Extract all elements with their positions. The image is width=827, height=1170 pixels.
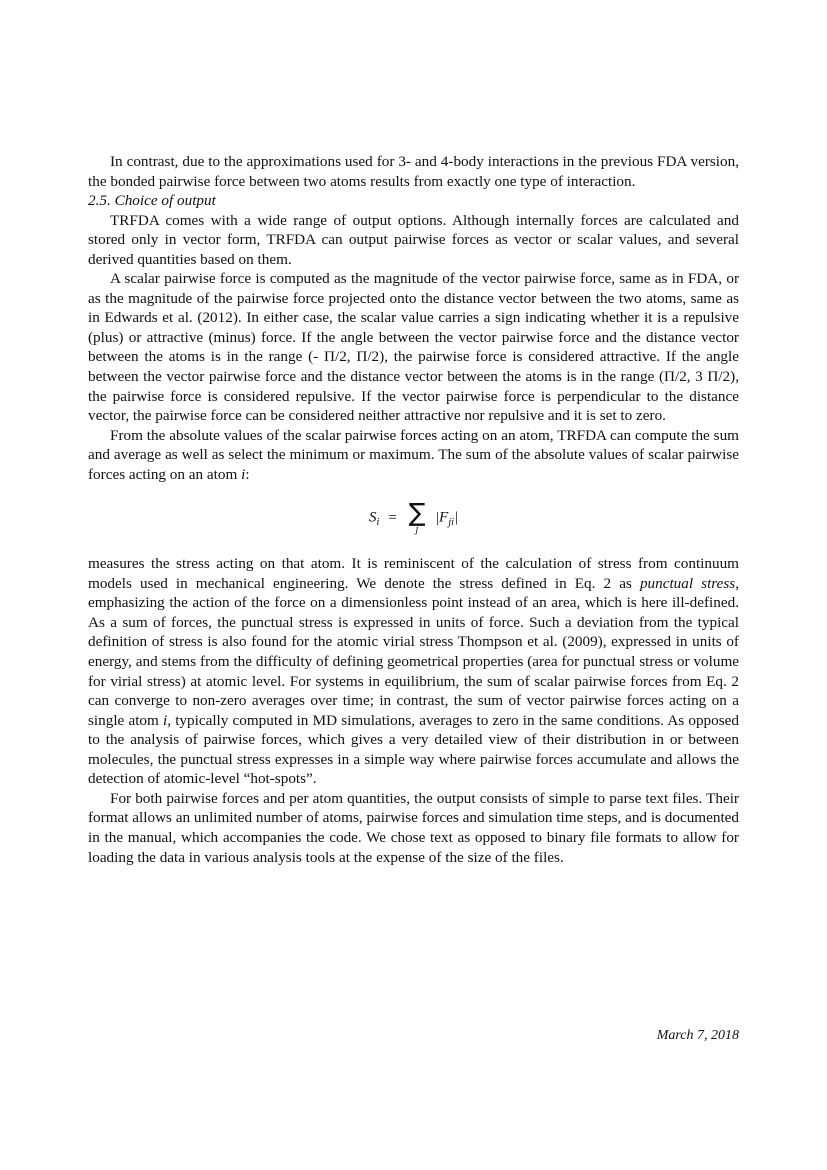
sigma-icon: ∑ (408, 498, 426, 528)
equation-lhs-subscript: i (376, 517, 380, 529)
paragraph-punctual-stress-start: measures the stress acting on that atom. It is reminiscent of the calculation of stress from continuum models used in mechanical engineering. We denote the stress defined in Eq. 2 as (88, 555, 739, 592)
equation-rhs-subscript: ji (448, 517, 454, 529)
atom-index-symbol-second: i (163, 711, 168, 729)
paragraph-absolute-values-text: From the absolute values of the scalar pairwise forces acting on an atom, TRFDA can compute the sum and average as well as select the minimum or maximum. The sum of the absolute values of scalar pairwise forces acting on an atom (88, 426, 739, 483)
equation-rhs-variable: F (438, 508, 449, 526)
summation-operator (404, 498, 430, 536)
footer-date: March 7, 2018 (656, 1028, 739, 1043)
paragraph-trfda-output-options: TRFDA comes with a wide range of output options. Although internally forces are calculated and stored only in vector form, TRFDA can output pairwise forces as vector or scalar values, and several derived quantities based on them. (88, 211, 739, 268)
equation-expression (368, 498, 459, 536)
summation-index: j (415, 524, 419, 536)
paragraph-output-text-files: For both pairwise forces and per atom quantities, the output consists of simple to parse text files. Their format allows an unlimited number of atoms, pairwise forces and simulation time steps, and is documented in the manual, which accompanies the code. We chose text as opposed to binary file formats to allow for loading the data in various analysis tools at the expense of the size of the files. (88, 789, 739, 866)
paragraph-punctual-stress-end: , typically computed in MD simulations, averages to zero in the same conditions. As opposed to the analysis of pairwise forces, which gives a very detailed view of their distribution in or between molecules, the punctual stress expresses in a simple way where pairwise forces accumulate and allows the detection of atomic-level “hot-spots”. (88, 711, 739, 788)
equation-equals-sign: = (388, 508, 397, 526)
atom-index-symbol: i (241, 465, 246, 483)
equation-lhs-variable: S (368, 508, 377, 526)
equation-abs-bar-close: | (453, 508, 459, 526)
paragraph-scalar-pairwise-force: A scalar pairwise force is computed as the magnitude of the vector pairwise force, same as in FDA, or as the magnitude of the pairwise force projected onto the distance vector between the two atoms, same as in Edwards et al. (2012). In either case, the scalar value carries a sign indicating whether it is a repulsive (plus) or attractive (minus) force. If the angle between the vector pairwise force and the distance vector between the atoms is in the range (- Π/2, Π/2), the pairwise force is considered attractive. If the angle between the vector pairwise force and the distance vector between the atoms is in the range (Π/2, 3 Π/2), the pairwise force is considered repulsive. If the vector pairwise force is perpendicular to the distance vector, the pairwise force can be considered neither attractive nor repulsive and it is set to zero. (88, 270, 739, 425)
paragraph-contrast-fda-version: In contrast, due to the approximations used for 3- and 4-body interactions in the previous FDA version, the bonded pairwise force between two atoms results from exactly one type of interaction. (88, 153, 739, 190)
section-heading-choice-of-output: 2.5. Choice of output (88, 192, 216, 210)
equation-abs-bar-open: | (435, 508, 439, 526)
term-punctual-stress: punctual stress (639, 574, 736, 592)
paragraph-punctual-stress-mid: , emphasizing the action of the force on a dimensionless point instead of an area, which is here ill-defined. As a sum of forces, the punctual stress is expressed in units of force. Such a deviation from the typical definition of stress is also found for the atomic virial stress Thompson et al. (2009), expressed in units of energy, and stems from the difficulty of defining geometrical properties (area for punctual stress or volume for virial stress) at atomic level. For systems in equilibrium, the sum of scalar pairwise forces from Eq. 2 can converge to non-zero averages over time; in contrast, the sum of vector pairwise forces acting on a single atom (88, 574, 740, 729)
page-content (88, 152, 739, 867)
paragraph-absolute-values-colon: : (245, 465, 250, 483)
paragraph-punctual-stress (88, 554, 739, 789)
paragraph-absolute-values-intro (88, 426, 739, 485)
equation-punctual-stress (88, 497, 739, 541)
